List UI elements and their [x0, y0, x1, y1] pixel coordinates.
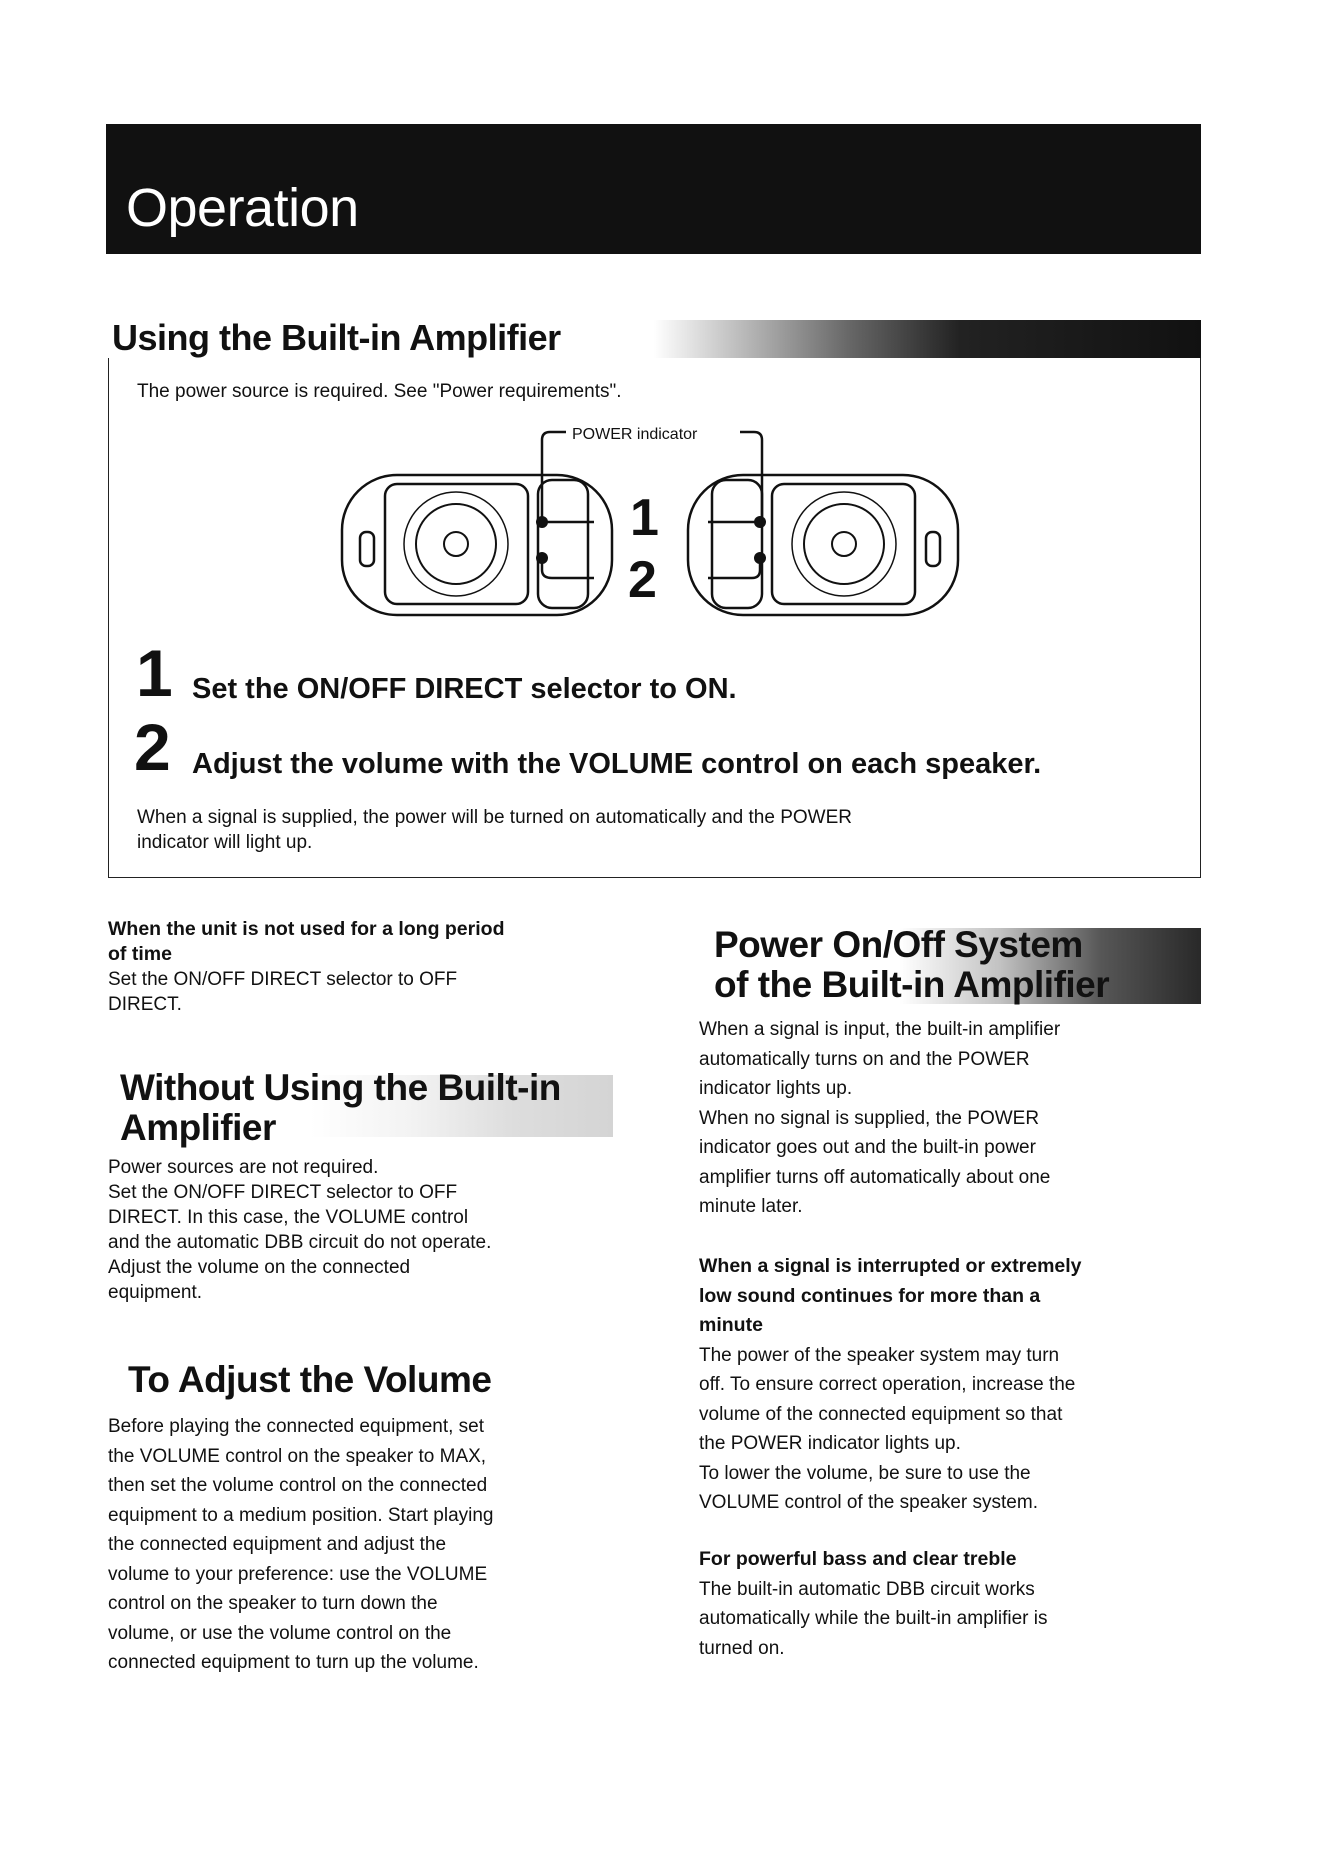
text-line: equipment to a medium position. Start playing [108, 1504, 494, 1526]
text-line: and the automatic DBB circuit do not operate. [108, 1232, 492, 1253]
right-speaker-handle [926, 532, 940, 566]
callout-1-label: 1 [630, 489, 659, 547]
text-line: the POWER indicator lights up. [699, 1433, 961, 1454]
text-line: Before playing the connected equipment, set [108, 1416, 485, 1437]
text-line: volume of the connected equipment so that [699, 1403, 1063, 1425]
text-line: amplifier turns off automatically about one [699, 1166, 1051, 1188]
step-1-number: 1 [136, 636, 173, 710]
page-title: Operation [126, 178, 359, 238]
text-line: minute later. [699, 1196, 803, 1217]
without-amp-body [108, 1155, 613, 1305]
text-line: To lower the volume, be sure to use the [699, 1462, 1031, 1484]
text-line: the connected equipment and adjust the [108, 1534, 447, 1555]
right-speaker-panel [712, 480, 762, 608]
right-selector-knob [754, 552, 766, 564]
step-1-text: Set the ON/OFF DIRECT selector to ON. [192, 673, 737, 705]
adjust-volume-body [108, 1412, 613, 1678]
long-period-heading-line: When the unit is not used for a long period [108, 918, 505, 940]
text-line: then set the volume control on the connected [108, 1475, 488, 1496]
text-line: connected equipment to turn up the volume. [108, 1652, 479, 1673]
text-line: Power sources are not required. [108, 1157, 379, 1178]
left-speaker-cone-outer [404, 492, 508, 596]
heading-line: Without Using the Built-in [120, 1067, 561, 1108]
power-system-body [699, 1015, 1199, 1222]
text-line: volume to your preference: use the VOLUME [108, 1563, 488, 1585]
heading-line: Power On/Off System [714, 924, 1083, 965]
heading-line: of the Built-in Amplifier [714, 964, 1110, 1005]
text-line: turned on. [699, 1637, 785, 1659]
left-selector-knob [536, 552, 548, 564]
text-line: equipment. [108, 1282, 203, 1303]
left-speaker-cone-inner [444, 532, 468, 556]
amp-section-heading: Using the Built-in Amplifier [112, 317, 561, 358]
left-speaker-handle [360, 532, 374, 566]
bass-treble-heading: For powerful bass and clear treble [699, 1548, 1017, 1570]
power-source-note: The power source is required. See "Power requirements". [137, 381, 622, 402]
text-line: The power of the speaker system may turn [699, 1344, 1060, 1366]
long-period-heading-line: of time [108, 943, 172, 965]
text-line: The built-in automatic DBB circuit works [699, 1578, 1035, 1600]
right-speaker-cone-mid [804, 504, 884, 584]
long-period-block [108, 917, 613, 1017]
right-speaker-cone-inner [832, 532, 856, 556]
without-amp-heading [120, 1068, 610, 1148]
text-line: automatically while the built-in amplifier is [699, 1608, 1048, 1629]
adjust-volume-heading: To Adjust the Volume [128, 1359, 492, 1400]
left-power-led [536, 516, 548, 528]
right-speaker-cone-outer [792, 492, 896, 596]
speaker-diagram [330, 420, 970, 630]
callout-2-label: 2 [628, 551, 657, 609]
text-line: DIRECT. [108, 994, 182, 1015]
text-line: automatically turns on and the POWER [699, 1048, 1030, 1070]
text-line: indicator will light up. [137, 832, 313, 853]
text-line: off. To ensure correct operation, increase the [699, 1374, 1076, 1395]
step-2-number: 2 [134, 710, 171, 784]
power-indicator-label: POWER indicator [572, 426, 698, 443]
left-speaker-cone-mid [416, 504, 496, 584]
text-line: indicator lights up. [699, 1078, 853, 1099]
interrupted-heading-line: low sound continues for more than a [699, 1284, 1041, 1307]
left-speaker-panel [538, 480, 588, 608]
text-line: DIRECT. In this case, the VOLUME control [108, 1207, 469, 1228]
bass-treble-block [699, 1545, 1199, 1663]
text-line: When a signal is input, the built-in amplifier [699, 1019, 1061, 1040]
amp-body-text [137, 805, 1117, 855]
interrupted-block [699, 1252, 1199, 1518]
text-line: Adjust the volume on the connected [108, 1257, 411, 1278]
right-speaker-face [772, 484, 915, 604]
text-line: indicator goes out and the built-in power [699, 1137, 1036, 1158]
text-line: Set the ON/OFF DIRECT selector to OFF [108, 969, 458, 990]
text-line: control on the speaker to turn down the [108, 1593, 438, 1614]
text-line: volume, or use the volume control on the [108, 1622, 452, 1644]
text-line: VOLUME control of the speaker system. [699, 1492, 1038, 1513]
text-line: When no signal is supplied, the POWER [699, 1107, 1040, 1129]
text-line: Set the ON/OFF DIRECT selector to OFF [108, 1182, 458, 1203]
left-speaker-face [385, 484, 528, 604]
interrupted-heading-line: When a signal is interrupted or extremely [699, 1255, 1082, 1277]
step-2-text: Adjust the volume with the VOLUME control on each speaker. [192, 748, 1042, 780]
text-line: When a signal is supplied, the power will be turned on automatically and the POWER [137, 807, 852, 828]
interrupted-heading-line: minute [699, 1314, 763, 1336]
power-system-heading [714, 925, 1194, 1005]
text-line: the VOLUME control on the speaker to MAX, [108, 1445, 487, 1467]
right-power-led [754, 516, 766, 528]
heading-line: Amplifier [120, 1107, 276, 1148]
